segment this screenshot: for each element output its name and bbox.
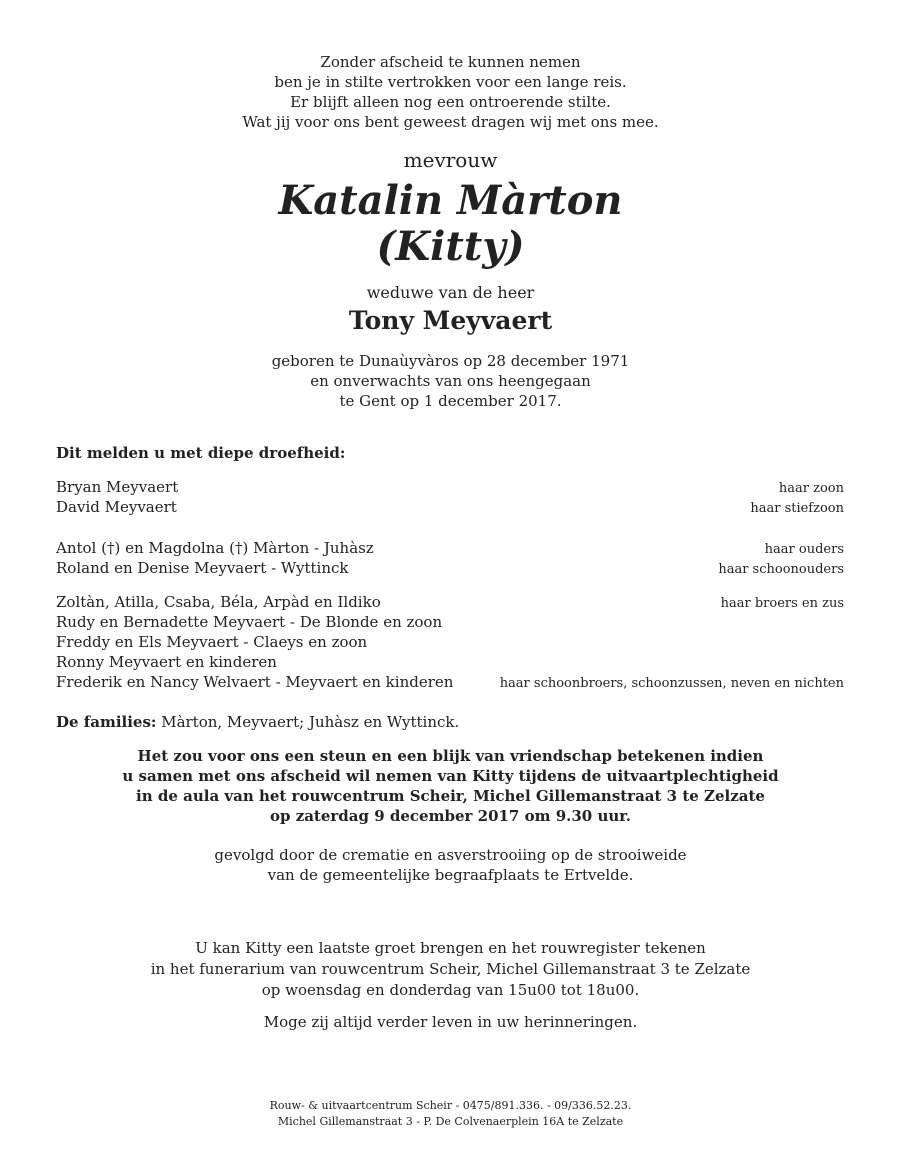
ceremony-info — [0, 746, 901, 826]
born-line: en onverwachts van ons heengegaan — [310, 372, 591, 390]
widow-of-label: weduwe van de heer — [366, 283, 535, 302]
born-line: te Gent op 1 december 2017. — [339, 392, 562, 410]
relative-role: haar schoonbroers, schoonzussen, neven en nichten — [499, 676, 844, 691]
relative-name: Rudy en Bernadette Meyvaert - De Blonde en zoon — [56, 613, 443, 631]
ceremony-line: u samen met ons afscheid wil nemen van Kitty tijdens de uitvaartplechtigheid — [122, 767, 779, 785]
footer-line: Michel Gillemanstraat 3 - P. De Colvenaerplein 16A te Zelzate — [277, 1115, 624, 1128]
cremation-line: gevolgd door de crematie en asverstrooiing op de strooiweide — [214, 846, 687, 864]
visit-line: in het funerarium van rouwcentrum Scheir, Michel Gillemanstraat 3 te Zelzate — [150, 960, 751, 978]
relative-role: haar stiefzoon — [750, 501, 844, 516]
relative-role: haar zoon — [778, 481, 844, 496]
relative-name: David Meyvaert — [56, 498, 177, 516]
ceremony-line: op zaterdag 9 december 2017 om 9.30 uur. — [269, 807, 632, 825]
relative-row — [56, 653, 844, 673]
relative-name: Zoltàn, Atilla, Csaba, Béla, Arpàd en Ildiko — [56, 593, 381, 611]
relative-row — [56, 613, 844, 633]
cremation-info — [0, 845, 901, 885]
families-line — [56, 713, 459, 731]
relative-name: Freddy en Els Meyvaert - Claeys en zoon — [56, 633, 368, 651]
memory-line: Moge zij altijd verder leven in uw herinneringen. — [263, 1013, 638, 1031]
relative-name: Roland en Denise Meyvaert - Wyttinck — [56, 559, 349, 577]
relative-row — [56, 559, 844, 579]
families-label: De families: — [56, 713, 157, 731]
ceremony-line: in de aula van het rouwcentrum Scheir, Michel Gillemanstraat 3 te Zelzate — [136, 787, 765, 805]
announce-label: Dit melden u met diepe droefheid: — [56, 444, 346, 462]
deceased-name-block — [0, 178, 901, 270]
poem-line: ben je in stilte vertrokken voor een lange reis. — [274, 73, 627, 91]
relative-role: haar broers en zus — [720, 596, 844, 611]
relative-name: Antol (†) en Magdolna (†) Màrton - Juhàsz — [56, 539, 374, 557]
poem-line: Wat jij voor ons bent geweest dragen wij met ons mee. — [242, 113, 659, 131]
relatives-group-siblings — [56, 593, 844, 693]
relative-role: haar ouders — [764, 542, 844, 557]
visitation-info — [0, 938, 901, 1001]
relative-name: Bryan Meyvaert — [56, 478, 179, 496]
relative-row — [56, 673, 844, 693]
relative-row — [56, 498, 844, 518]
footer-line: Rouw- & uitvaartcentrum Scheir - 0475/891.336. - 09/336.52.23. — [269, 1099, 632, 1112]
deceased-nickname: (Kitty) — [376, 223, 525, 270]
visit-line: U kan Kitty een laatste groet brengen en het rouwregister tekenen — [195, 939, 706, 957]
relative-role: haar schoonouders — [718, 562, 844, 577]
born-line: geboren te Dunaùyvàros op 28 december 1971 — [271, 352, 630, 370]
relative-row — [56, 593, 844, 613]
relative-row — [56, 539, 844, 559]
birth-death-info — [0, 351, 901, 411]
title-mevrouw: mevrouw — [403, 148, 498, 172]
relative-name: Frederik en Nancy Welvaert - Meyvaert en kinderen — [56, 673, 454, 691]
families-names: Màrton, Meyvaert; Juhàsz en Wyttinck. — [156, 713, 460, 731]
relative-row — [56, 478, 844, 498]
visit-line: op woensdag en donderdag van 15u00 tot 18u00. — [261, 981, 640, 999]
cremation-line: van de gemeentelijke begraafplaats te Ertvelde. — [267, 866, 634, 884]
poem-line: Er blijft alleen nog een ontroerende stilte. — [290, 93, 611, 111]
poem — [0, 52, 901, 132]
poem-line: Zonder afscheid te kunnen nemen — [320, 53, 581, 71]
relative-name: Ronny Meyvaert en kinderen — [56, 653, 277, 671]
husband-name: Tony Meyvaert — [348, 306, 553, 335]
ceremony-line: Het zou voor ons een steun en een blijk van vriendschap betekenen indien — [137, 747, 764, 765]
relative-row — [56, 633, 844, 653]
deceased-name: Katalin Màrton — [278, 177, 623, 224]
relatives-group-children — [56, 478, 844, 518]
funeral-home-footer — [0, 1098, 901, 1130]
relatives-group-parents — [56, 539, 844, 579]
